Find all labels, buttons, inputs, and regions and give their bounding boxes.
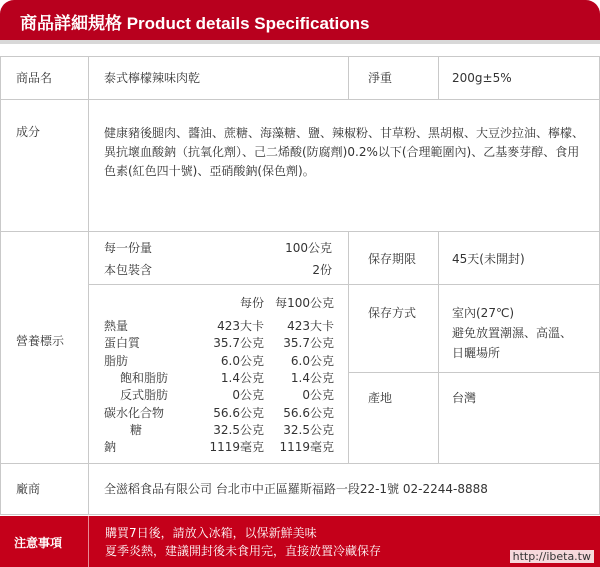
nutrient-per-100g: 35.7公克 — [283, 336, 334, 350]
manufacturer-value: 全滋稻食品有限公司 台北市中正區羅斯福路一段22-1號 02-2244-8888 — [104, 482, 488, 496]
nutrient-per-100g: 1.4公克 — [290, 371, 334, 385]
origin-value: 台灣 — [452, 391, 477, 405]
nutrient-per-100g: 6.0公克 — [290, 354, 334, 368]
grid-line — [0, 514, 600, 515]
grid-line — [0, 231, 600, 232]
storage-line-2: 避免放置潮濕、高溫、 — [452, 326, 573, 340]
col-per-100g: 每100公克 — [275, 296, 334, 310]
ingredients-text: 健康豬後腿肉、醬油、蔗糖、海藻糖、鹽、辣椒粉、甘草粉、黑胡椒、大豆沙拉油、檸檬、異抗壞血酸鈉（抗氧化劑）、己二烯酸(防腐劑)0.2%以下(合理範圍內)、乙基麥芽醇、食用色素(紅色四十號)、亞硝酸鈉(保色劑)。 — [104, 126, 585, 178]
grid-line — [0, 99, 600, 100]
grid-line-top — [0, 56, 600, 57]
grid-line — [348, 284, 600, 285]
nutrient-per-serving: 423大卡 — [217, 319, 264, 333]
nutrient-per-100g: 56.6公克 — [283, 406, 334, 420]
grid-line — [348, 56, 349, 99]
grid-line — [348, 231, 349, 463]
manufacturer-label: 廠商 — [16, 482, 41, 496]
nutrient-per-100g: 1119毫克 — [279, 440, 334, 454]
nutrient-per-serving: 6.0公克 — [220, 354, 264, 368]
notice-line-2: 夏季炎熱，建議開封後未食用完，直接放置冷藏保存 — [105, 544, 382, 558]
servings-label: 本包裝含 — [104, 263, 153, 277]
col-per-serving: 每份 — [239, 296, 264, 310]
nutrient-name: 反式脂肪 — [120, 388, 169, 402]
nutrient-per-100g: 423大卡 — [287, 319, 334, 333]
spec-title: 商品詳細規格 Product details Specifications — [20, 14, 370, 33]
spec-header — [0, 0, 600, 44]
storage-line-1: 室內(27℃) — [452, 306, 515, 320]
grid-line — [88, 56, 89, 514]
notice-line-1: 購買7日後，請放入冰箱，以保新鮮美味 — [105, 526, 317, 540]
grid-line — [348, 372, 600, 373]
watermark-url: http://ibeta.tw — [510, 550, 594, 563]
serving-size-label: 每一份量 — [104, 241, 153, 255]
nutrient-per-serving: 35.7公克 — [213, 336, 264, 350]
nutrient-per-serving: 0公克 — [232, 388, 264, 402]
net-weight-label: 淨重 — [368, 71, 393, 85]
nutrient-name: 飽和脂肪 — [120, 371, 169, 385]
storage-label: 保存方式 — [368, 306, 417, 320]
nutrient-name: 蛋白質 — [104, 336, 141, 350]
product-name-label: 商品名 — [16, 71, 53, 85]
nutrient-per-serving: 1119毫克 — [209, 440, 264, 454]
grid-line — [88, 284, 348, 285]
origin-label: 產地 — [368, 391, 393, 405]
shelf-life-label: 保存期限 — [368, 252, 417, 266]
nutrient-name: 碳水化合物 — [104, 406, 165, 420]
ingredients-label: 成分 — [16, 125, 41, 139]
product-name-value: 泰式檸檬辣味肉乾 — [104, 71, 201, 85]
nutrient-per-serving: 56.6公克 — [213, 406, 264, 420]
nutrient-per-100g: 32.5公克 — [283, 423, 334, 437]
nutrient-name: 熱量 — [104, 319, 129, 333]
nutrient-per-serving: 32.5公克 — [213, 423, 264, 437]
nutrient-name: 鈉 — [104, 440, 117, 454]
grid-line — [438, 56, 439, 99]
nutrient-per-100g: 0公克 — [302, 388, 334, 402]
grid-line — [0, 56, 1, 514]
net-weight-value: 200g±5% — [452, 71, 512, 85]
servings-value: 2份 — [312, 263, 332, 277]
nutrient-per-serving: 1.4公克 — [220, 371, 264, 385]
serving-size-value: 100公克 — [285, 241, 332, 255]
nutrient-name: 脂肪 — [104, 354, 129, 368]
grid-line — [0, 463, 600, 464]
nutrient-name: 糖 — [130, 423, 143, 437]
notice-divider — [88, 516, 89, 567]
notice-label: 注意事項 — [14, 536, 63, 550]
nutrition-label: 營養標示 — [16, 334, 65, 348]
shelf-life-value: 45天(未開封) — [452, 252, 525, 266]
storage-line-3: 日曬場所 — [452, 346, 501, 360]
grid-line — [438, 231, 439, 463]
